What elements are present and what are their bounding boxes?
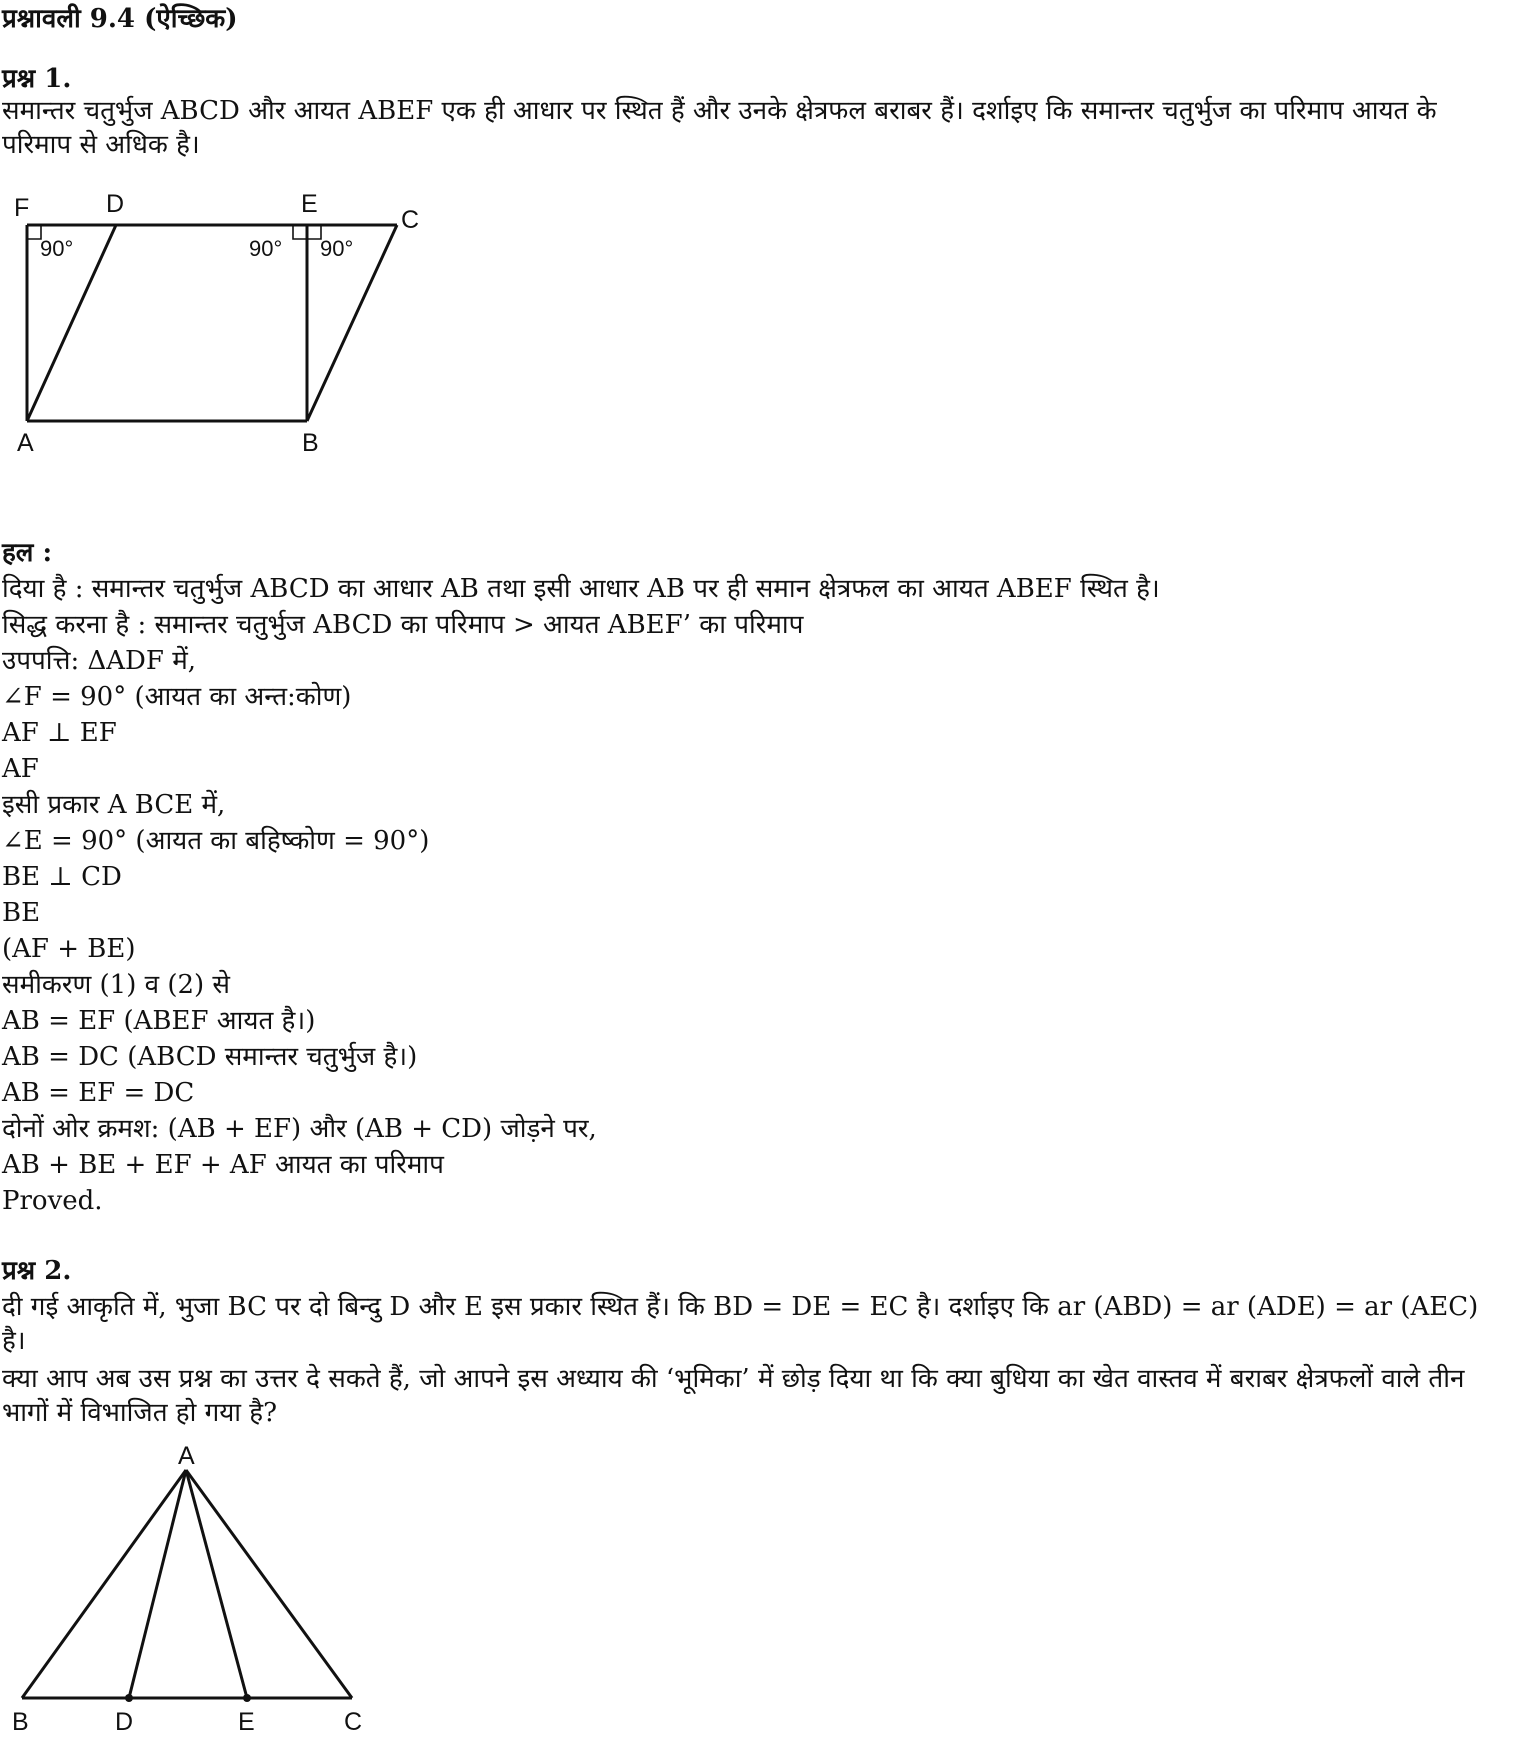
triangle-figure	[0, 1440, 400, 1749]
solution-line-3: उपपत्ति: ΔADF में,	[2, 646, 197, 676]
question-2-label: प्रश्न 2.	[2, 1256, 72, 1286]
solution-label: हल :	[2, 538, 53, 568]
solution-line-10: BE	[2, 898, 41, 928]
vertex-label-b: B	[302, 429, 319, 457]
point-d	[125, 1694, 133, 1702]
right-angle-e-left	[293, 225, 307, 239]
vertex-label-a: A	[178, 1442, 195, 1470]
right-angle-e-right	[307, 225, 321, 239]
vertex-label-d: D	[115, 1708, 134, 1736]
solution-line-11: (AF + BE)	[2, 934, 136, 964]
parallelogram-rectangle-figure	[0, 180, 440, 460]
solution-line-18: Proved.	[2, 1186, 103, 1216]
edge-ab	[22, 1470, 186, 1698]
question-2-text-2: क्या आप अब उस प्रश्न का उत्तर दे सकते हैं, जो आपने इस अध्याय की ‘भूमिका’ में छोड़ दिया था कि क्या बुधिया का खेत वास्तव में बराबर क्षेत्रफलों वाले तीन भागों में विभाजित हो गया है?	[2, 1364, 1465, 1428]
question-2-text-1: दी गई आकृति में, भुजा BC पर दो बिन्दु D और E इस प्रकार स्थित हैं। कि BD = DE = EC है। दर्शाइए कि ar (ABD) = ar (ADE) = ar (AEC) है।	[2, 1292, 1479, 1356]
angle-label-f: 90°	[40, 236, 74, 261]
solution-line-9: BE ⊥ CD	[2, 862, 122, 892]
vertex-label-e: E	[238, 1708, 255, 1736]
angle-label-e-left: 90°	[249, 236, 283, 261]
question-1-text: समान्तर चतुर्भुज ABCD और आयत ABEF एक ही आधार पर स्थित हैं और उनके क्षेत्रफल बराबर हैं। दर्शाइए कि समान्तर चतुर्भुज का परिमाप आयत के परिमाप से अधिक है।	[2, 96, 1437, 160]
solution-line-14: AB = DC (ABCD समान्तर चतुर्भुज है।)	[2, 1042, 418, 1072]
solution-line-8: ∠E = 90° (आयत का बहिष्कोण = 90°)	[2, 826, 430, 856]
solution-line-13: AB = EF (ABEF आयत है।)	[2, 1006, 316, 1036]
vertex-label-e: E	[301, 190, 318, 218]
solution-line-1: दिया है : समान्तर चतुर्भुज ABCD का आधार AB तथा इसी आधार AB पर ही समान क्षेत्रफल का आयत ABEF स्थित है।	[2, 574, 1160, 604]
point-e	[243, 1694, 251, 1702]
vertex-label-a: A	[17, 429, 34, 457]
solution-line-12: समीकरण (1) व (2) से	[2, 970, 231, 1000]
solution-line-6: AF	[2, 754, 39, 784]
solution-line-5: AF ⊥ EF	[2, 718, 117, 748]
solution-line-17: AB + BE + EF + AF आयत का परिमाप	[2, 1150, 444, 1180]
vertex-label-c: C	[344, 1708, 363, 1736]
solution-line-4: ∠F = 90° (आयत का अन्त:कोण)	[2, 682, 352, 712]
exercise-title: प्रश्नावली 9.4 (ऐच्छिक)	[2, 4, 238, 34]
solution-line-16: दोनों ओर क्रमश: (AB + EF) और (AB + CD) जोड़ने पर,	[2, 1114, 597, 1144]
solution-line-2: सिद्ध करना है : समान्तर चतुर्भुज ABCD का परिमाप > आयत ABEF’ का परिमाप	[2, 610, 804, 640]
vertex-label-b: B	[12, 1708, 29, 1736]
edge-ac	[186, 1470, 352, 1698]
solution-line-7: इसी प्रकार A BCE में,	[2, 790, 226, 820]
edge-ad	[129, 1470, 186, 1698]
right-angle-f	[27, 225, 41, 239]
solution-line-15: AB = EF = DC	[2, 1078, 195, 1108]
angle-label-e-right: 90°	[320, 236, 354, 261]
edge-ae	[186, 1470, 247, 1698]
vertex-label-f: F	[14, 194, 30, 222]
question-1-label: प्रश्न 1.	[2, 64, 72, 94]
vertex-label-c: C	[401, 206, 420, 234]
vertex-label-d: D	[106, 190, 125, 218]
